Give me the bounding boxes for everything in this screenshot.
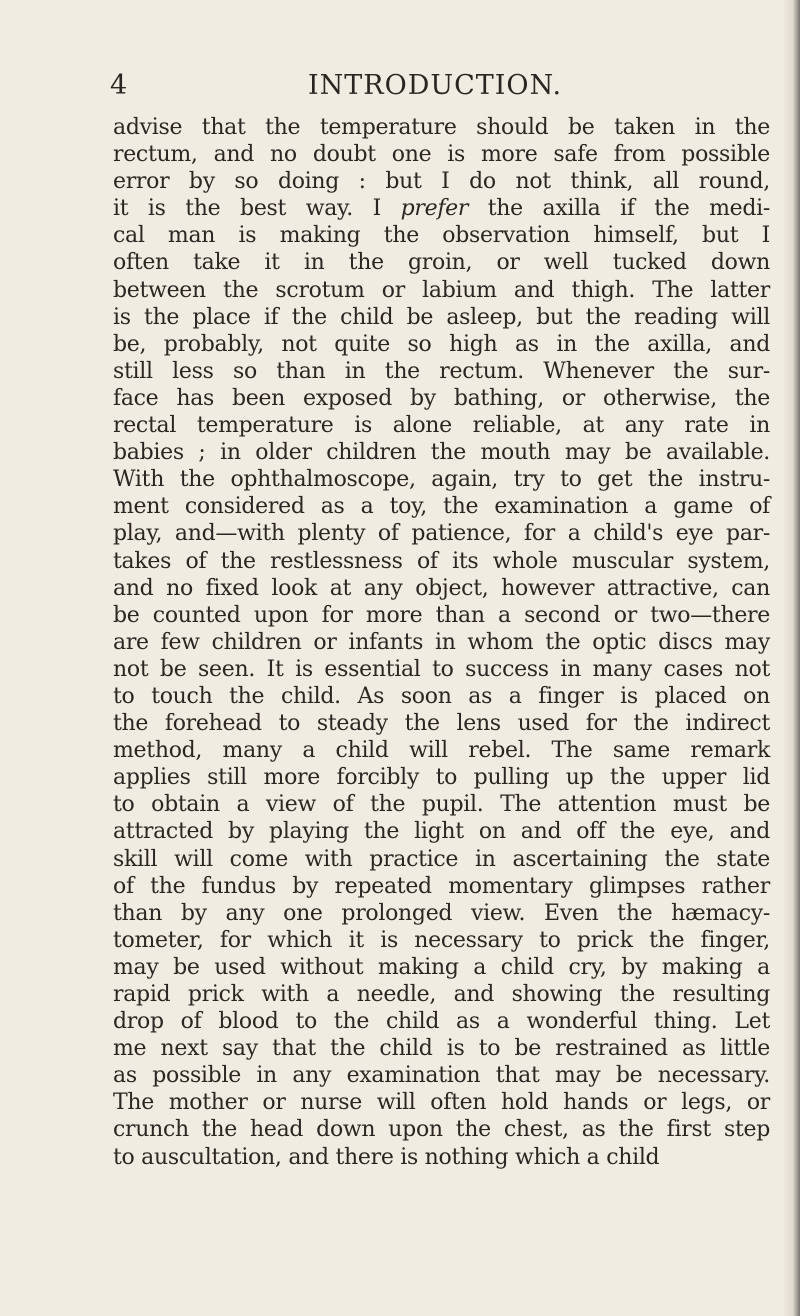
text-line: face has been exposed by bathing, or otherwise, the xyxy=(113,385,770,411)
text-line: to touch the child. As soon as a finger is placed on xyxy=(113,683,770,709)
text-line: rectal temperature is alone reliable, at any rate in xyxy=(113,413,770,439)
text-line: advise that the temperature should be taken in the xyxy=(113,115,770,140)
text-line: often take it in the groin, or well tucked down xyxy=(113,250,770,276)
text-line: are few children or infants in whom the optic discs may xyxy=(113,629,770,655)
text-line: it is the best way. I prefer the axilla if the medi- xyxy=(113,196,770,222)
text-line: as possible in any examination that may be necessary. xyxy=(113,1063,770,1089)
text-line: be counted upon for more than a second or two—there xyxy=(113,602,770,628)
text-line: error by so doing : but I do not think, all round, xyxy=(113,169,770,195)
text-line: applies still more forcibly to pulling up the upper lid xyxy=(113,765,770,791)
text-line: method, many a child will rebel. The same remark xyxy=(113,738,770,764)
body-text xyxy=(113,114,770,1171)
text-line: With the ophthalmoscope, again, try to get the instru- xyxy=(113,467,770,493)
text-line: drop of blood to the child as a wonderful thing. Let xyxy=(113,1009,770,1035)
text-line: is the place if the child be asleep, but the reading will xyxy=(113,304,770,330)
emphasis: prefer xyxy=(400,196,469,222)
text-line: skill will come with practice in ascertaining the state xyxy=(113,846,770,872)
text-line: may be used without making a child cry, by making a xyxy=(113,954,770,980)
text-line: attracted by playing the light on and off the eye, and xyxy=(113,819,770,845)
text-line: crunch the head down upon the chest, as the first step xyxy=(113,1117,770,1143)
text-line: babies ; in older children the mouth may be available. xyxy=(113,440,770,466)
text-line: not be seen. It is essential to success in many cases not xyxy=(113,656,770,682)
text-line: than by any one prolonged view. Even the hæmacy- xyxy=(113,900,770,926)
text-line: the forehead to steady the lens used for the indirect xyxy=(113,711,770,737)
text-line: play, and—with plenty of patience, for a child's eye par- xyxy=(113,521,770,547)
text-line: be, probably, not quite so high as in the axilla, and xyxy=(113,331,770,357)
text-line: of the fundus by repeated momentary glimpses rather xyxy=(113,873,770,899)
page-number: 4 xyxy=(110,70,129,101)
text-line: tometer, for which it is necessary to prick the finger, xyxy=(113,927,770,953)
text-line: takes of the restlessness of its whole muscular system, xyxy=(113,548,770,574)
text-line: rapid prick with a needle, and showing the resulting xyxy=(113,982,770,1007)
text-line: ment considered as a toy, the examination a game of xyxy=(113,494,770,520)
text-line: to auscultation, and there is nothing which a child xyxy=(113,1144,660,1170)
text-line: me next say that the child is to be restrained as little xyxy=(113,1036,770,1062)
text-line: to obtain a view of the pupil. The attention must be xyxy=(113,792,770,818)
page-edge-shadow xyxy=(782,0,800,1316)
text-line: still less so than in the rectum. Whenever the sur- xyxy=(113,358,770,384)
text-line: rectum, and no doubt one is more safe from possible xyxy=(113,142,770,168)
text-line: and no fixed look at any object, however attractive, can xyxy=(113,575,770,601)
running-head: INTRODUCTION. xyxy=(307,70,563,101)
text-line: The mother or nurse will often hold hands or legs, or xyxy=(113,1090,770,1116)
page-header xyxy=(110,70,760,106)
text-line: cal man is making the observation himself, but I xyxy=(113,223,770,249)
text-line: between the scrotum or labium and thigh. The latter xyxy=(113,277,770,303)
